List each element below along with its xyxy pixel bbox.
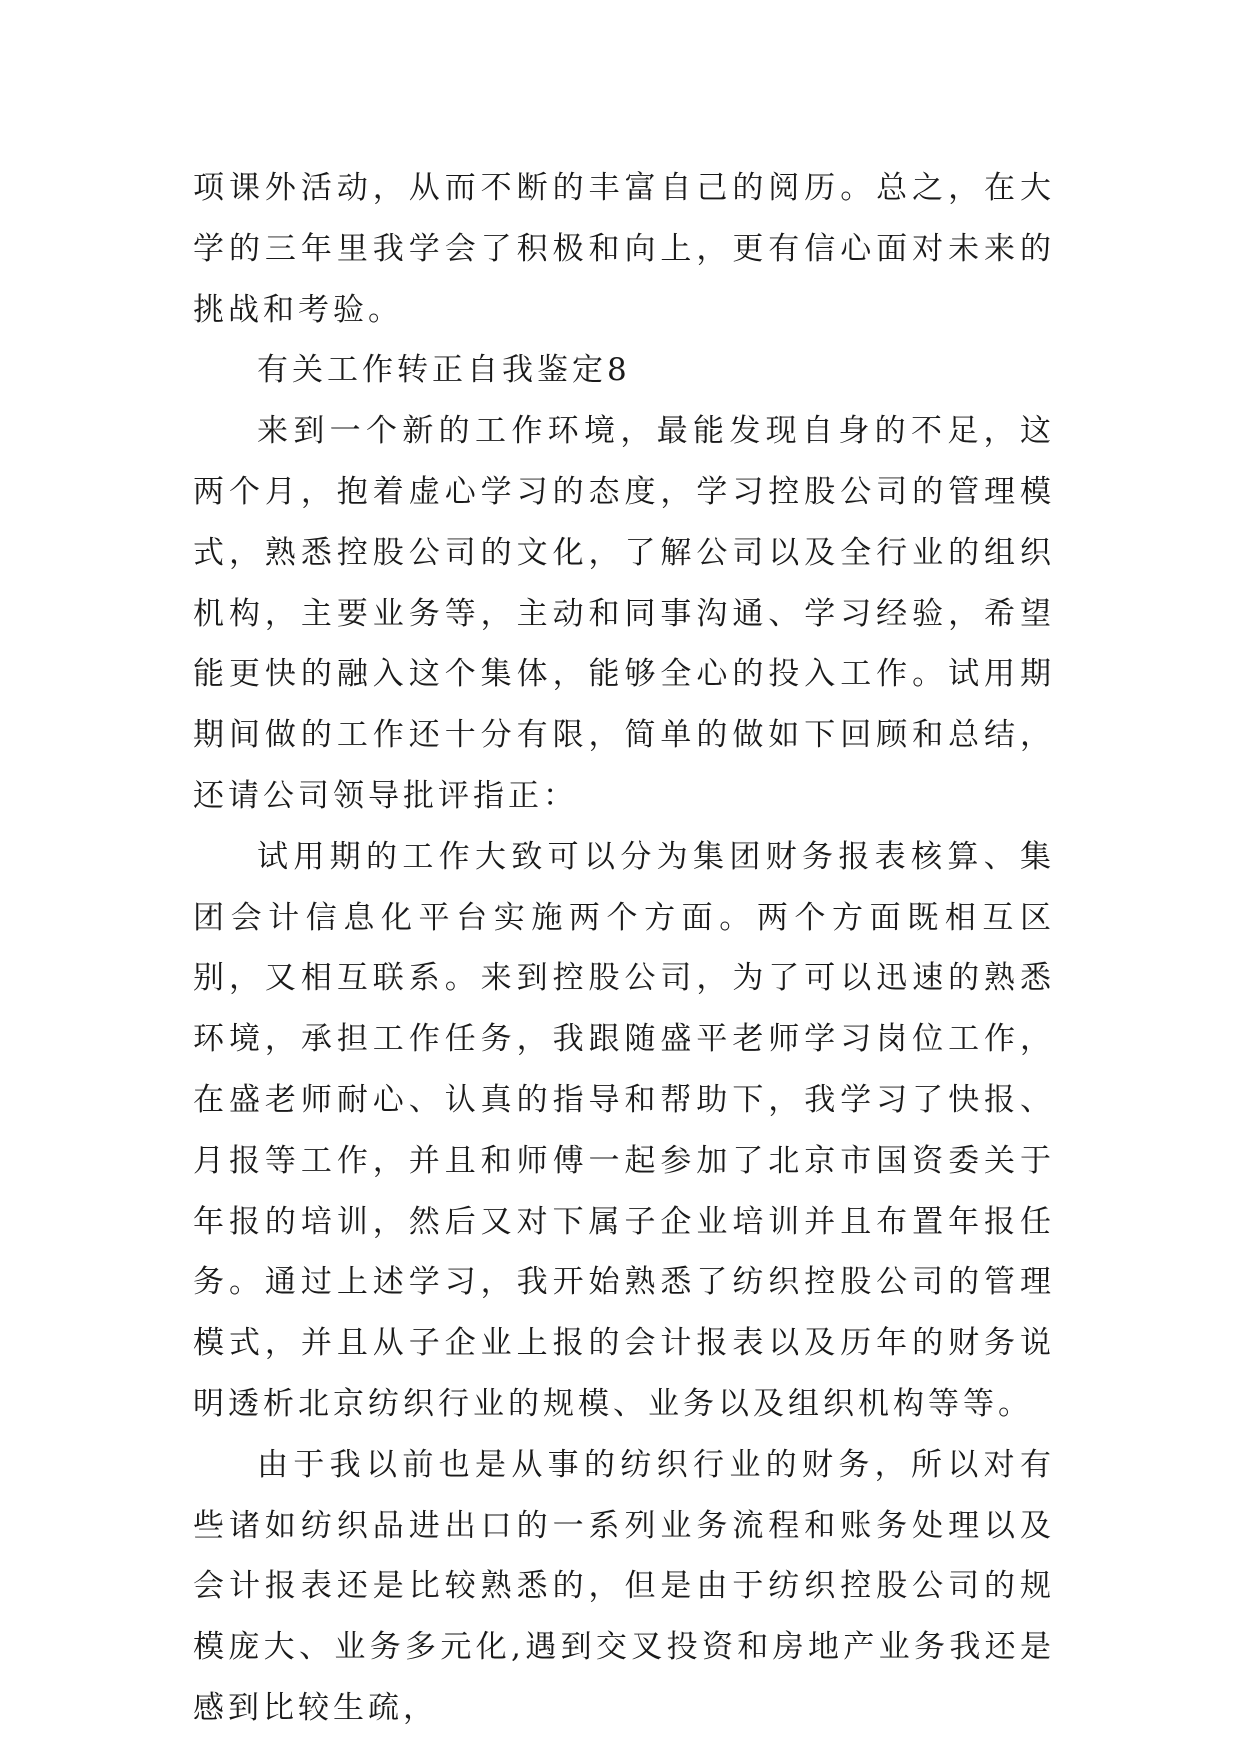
section-heading: 有关工作转正自我鉴定8 bbox=[257, 352, 631, 389]
document-body bbox=[193, 158, 1055, 1739]
paragraph: 来到一个新的工作环境，最能发现自身的不足，这两个月，抱着虚心学习的态度，学习控股公司的管理模式，熟悉控股公司的文化，了解公司以及全行业的组织机构，主要业务等，主动和同事沟通、学习经验，希望能更快的融入这个集体，能够全心的投入工作。试用期期间做的工作还十分有限，简单的做如下回顾和总结，还请公司领导批评指正： bbox=[193, 413, 1055, 814]
paragraph: 试用期的工作大致可以分为集团财务报表核算、集团会计信息化平台实施两个方面。两个方面既相互区别，又相互联系。来到控股公司，为了可以迅速的熟悉环境，承担工作任务，我跟随盛平老师学习岗位工作，在盛老师耐心、认真的指导和帮助下，我学习了快报、月报等工作，并且和师傅一起参加了北京市国资委关于年报的培训，然后又对下属子企业培训并且布置年报任务。通过上述学习，我开始熟悉了纺织控股公司的管理模式，并且从子企业上报的会计报表以及历年的财务说明透析北京纺织行业的规模、业务以及组织机构等等。 bbox=[193, 838, 1055, 1422]
paragraph: 由于我以前也是从事的纺织行业的财务，所以对有些诸如纺织品进出口的一系列业务流程和账务处理以及会计报表还是比较熟悉的，但是由于纺织控股公司的规模庞大、业务多元化,遇到交叉投资和房地产业务我还是感到比较生疏， bbox=[193, 1446, 1055, 1726]
paragraph-continuation: 项课外活动，从而不断的丰富自己的阅历。总之，在大学的三年里我学会了积极和向上，更有信心面对未来的挑战和考验。 bbox=[193, 170, 1055, 328]
